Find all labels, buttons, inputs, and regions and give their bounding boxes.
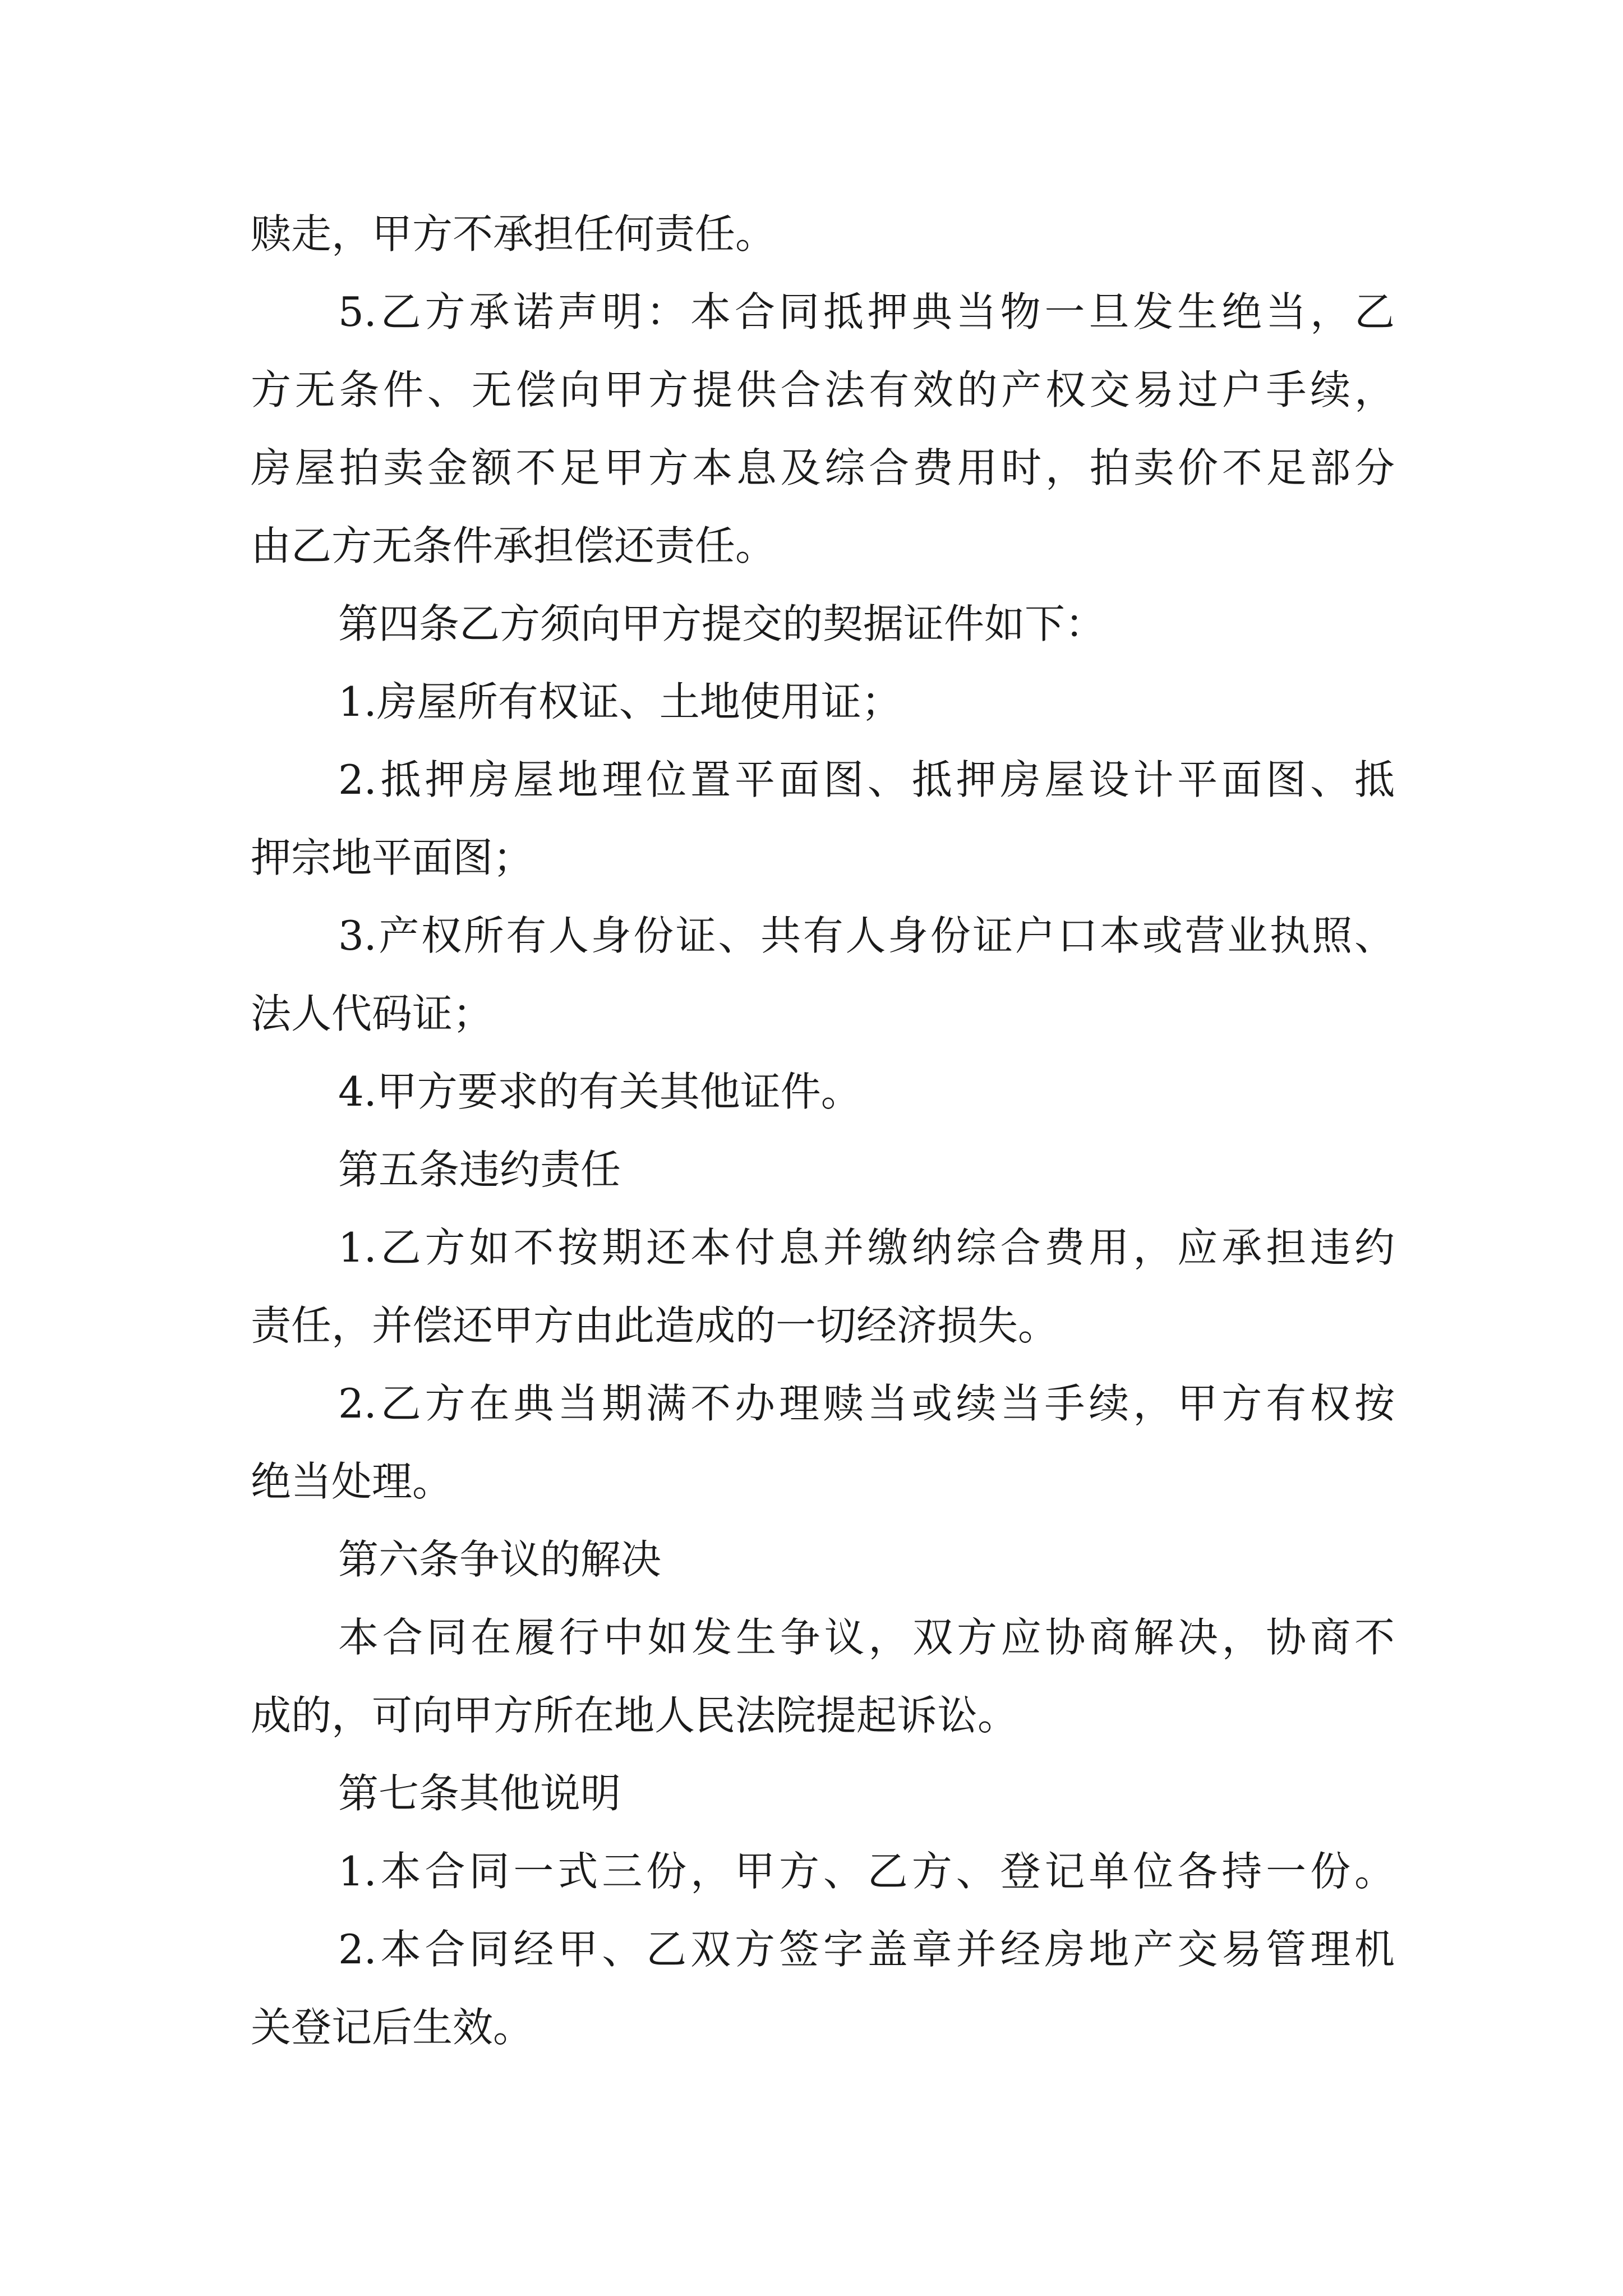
section-heading: 第六条争议的解决	[338, 1536, 662, 1583]
text-line: 责任，并偿还甲方由此造成的一切经济损失。	[251, 1302, 1059, 1349]
list-item: 2.本合同经甲、乙双方签字盖章并经房地产交易管理机	[338, 1926, 1395, 1973]
text-line: 5.乙方承诺声明：本合同抵押典当物一旦发生绝当，乙	[338, 288, 1395, 335]
paragraph-line: 本合同在履行中如发生争议，双方应协商解决，协商不	[338, 1614, 1395, 1661]
text-line: 由乙方无条件承担偿还责任。	[251, 522, 776, 569]
text-line: 押宗地平面图；	[251, 834, 534, 881]
text-line: 关登记后生效。	[251, 2004, 534, 2051]
text-line: 房屋拍卖金额不足甲方本息及综合费用时，拍卖价不足部分	[251, 444, 1395, 491]
list-item: 3.产权所有人身份证、共有人身份证户口本或营业执照、	[338, 912, 1395, 959]
section-heading: 第五条违约责任	[338, 1146, 621, 1193]
list-item: 1.乙方如不按期还本付息并缴纳综合费用，应承担违约	[338, 1224, 1395, 1271]
list-item: 1.房屋所有权证、土地使用证；	[338, 678, 902, 725]
text-line: 绝当处理。	[251, 1458, 453, 1505]
list-item: 2.抵押房屋地理位置平面图、抵押房屋设计平面图、抵	[338, 756, 1395, 803]
document-body	[251, 195, 1395, 2067]
text-line: 成的，可向甲方所在地人民法院提起诉讼。	[251, 1692, 1018, 1739]
list-item: 2.乙方在典当期满不办理赎当或续当手续，甲方有权按	[338, 1380, 1395, 1427]
list-item: 4.甲方要求的有关其他证件。	[338, 1068, 861, 1115]
text-line: 方无条件、无偿向甲方提供合法有效的产权交易过户手续，	[251, 366, 1395, 413]
section-heading: 第四条乙方须向甲方提交的契据证件如下：	[338, 600, 1106, 647]
section-heading: 第七条其他说明	[338, 1770, 621, 1817]
list-item: 1.本合同一式三份，甲方、乙方、登记单位各持一份。	[338, 1848, 1395, 1895]
text-line: 赎走，甲方不承担任何责任。	[251, 210, 776, 257]
text-line: 法人代码证；	[251, 990, 494, 1037]
